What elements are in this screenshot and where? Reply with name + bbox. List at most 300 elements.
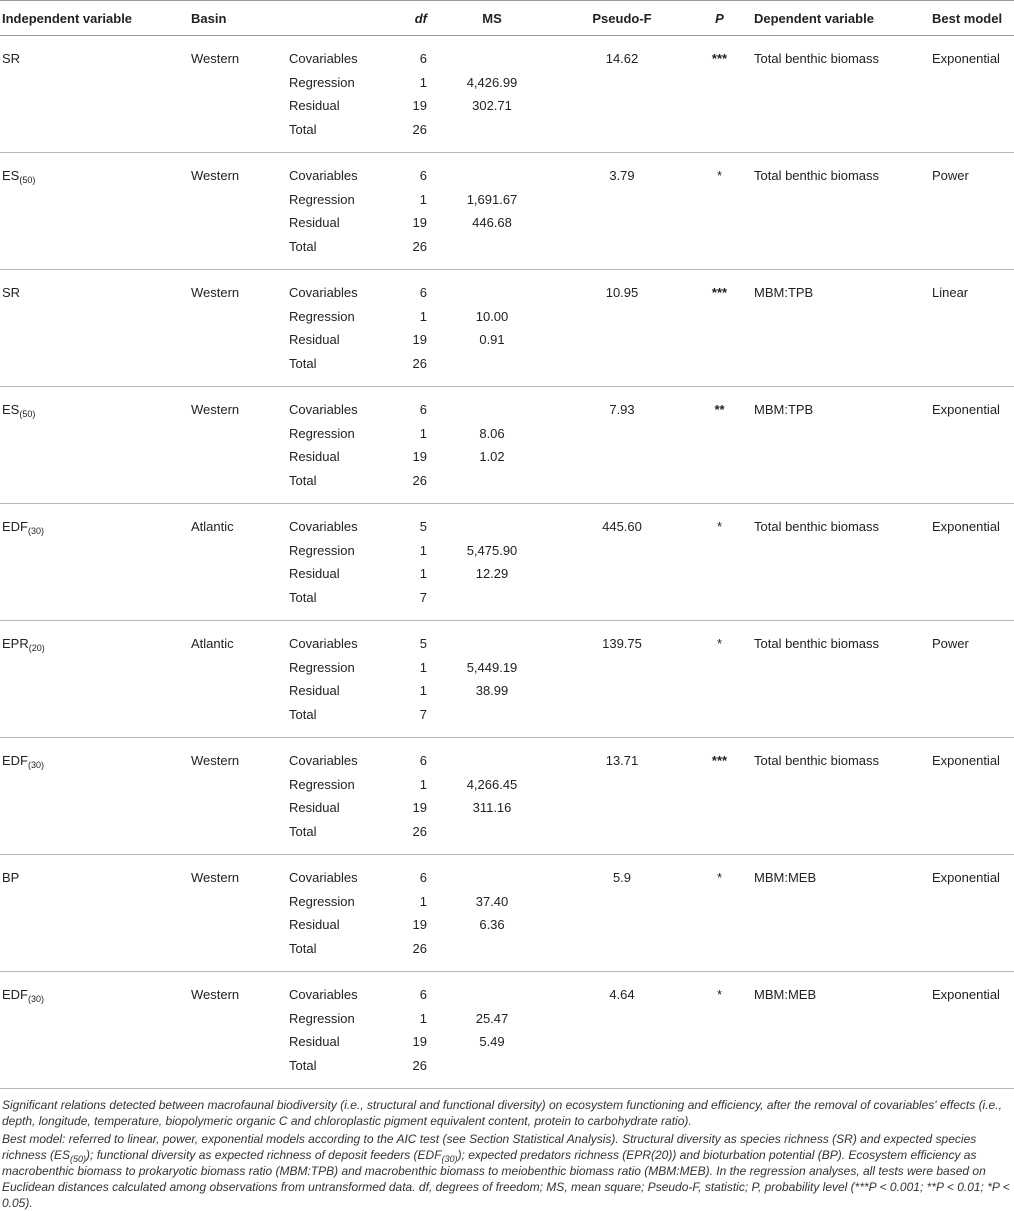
empty-cell: [687, 211, 752, 235]
empty-cell: [557, 703, 687, 738]
empty-cell: [557, 1054, 687, 1089]
df-cell: 19: [412, 800, 427, 816]
source-label-cell: Total: [287, 586, 385, 621]
independent-variable-cell: [0, 153, 189, 188]
ms-cell: 1.02: [479, 449, 505, 465]
empty-cell: [189, 188, 287, 212]
independent-variable-subscript: (20): [28, 643, 45, 654]
empty-cell: [557, 890, 687, 914]
independent-variable: EDF: [2, 987, 28, 1003]
table-row: [0, 562, 1014, 586]
df-cell: 19: [412, 215, 427, 231]
independent-variable-subscript: (50): [19, 175, 36, 186]
source-label-cell: Residual: [289, 566, 340, 582]
empty-cell: [0, 586, 189, 621]
empty-cell: [930, 188, 1014, 212]
ms-cell: [427, 118, 557, 153]
ms-cell: 0.91: [479, 332, 505, 348]
empty-cell: [930, 422, 1014, 446]
empty-cell: [687, 679, 752, 703]
source-label-cell: Total: [287, 235, 385, 270]
empty-cell: [557, 94, 687, 118]
empty-cell: [930, 586, 1014, 621]
source-label-cell: Total: [287, 1054, 385, 1089]
ms-cell: [427, 621, 557, 656]
df-cell: 26: [385, 352, 427, 387]
independent-variable: ES: [2, 402, 20, 418]
ms-cell: [427, 504, 557, 539]
empty-cell: [930, 937, 1014, 972]
header-basin: Basin: [189, 1, 287, 36]
empty-cell: [0, 773, 189, 797]
table-row: [0, 387, 1014, 422]
independent-variable-subscript: (50): [19, 409, 36, 420]
df-cell: 26: [385, 1054, 427, 1089]
empty-cell: [189, 118, 287, 153]
empty-cell: [557, 796, 687, 820]
empty-cell: [752, 539, 930, 563]
source-label-cell: Covariables: [289, 753, 358, 769]
independent-variable-cell: [0, 270, 189, 305]
independent-variable: ES: [2, 168, 20, 184]
table-row: [0, 1007, 1014, 1031]
empty-cell: [930, 890, 1014, 914]
empty-cell: [687, 305, 752, 329]
empty-cell: [0, 445, 189, 469]
table-row: [0, 621, 1014, 656]
empty-cell: [687, 1054, 752, 1089]
empty-cell: [687, 937, 752, 972]
empty-cell: [557, 422, 687, 446]
empty-cell: [557, 562, 687, 586]
empty-cell: [189, 94, 287, 118]
empty-cell: [557, 235, 687, 270]
pseudo-f-cell: 14.62: [605, 51, 639, 67]
empty-cell: [189, 352, 287, 387]
empty-cell: [189, 305, 287, 329]
empty-cell: [687, 656, 752, 680]
source-label-cell: Covariables: [289, 168, 358, 184]
independent-variable: SR: [2, 285, 21, 301]
empty-cell: [752, 679, 930, 703]
empty-cell: [0, 422, 189, 446]
footnote-2: Best model: referred to linear, power, exponential models according to the AIC test (see Section Statistical Analysis). Structural diversity as species richness (SR) and expected species richness $(ES_{(50)})$; functional diversity as expected richness of deposit feeders $(EDF_{(30)})$; expected predators richness (EPR(20)) and bioturbation potential (BP). Ecosystem efficiency as macrobenthic biomass to prokaryotic biomass ratio (MBM:TPB) and macrobenthic biomass to meiobenthic biomass ratio (MBM:MEB). In the regression analyses, all tests were based on Euclidean distances calculated among observations from untransformed data. df, degrees of freedom; MS, mean square; Pseudo-F, statistic; P, probability level (***P < 0.001; **P < 0.01; *P < 0.05).: [2, 1132, 1010, 1210]
empty-cell: [189, 890, 287, 914]
df-cell: 19: [412, 449, 427, 465]
basin-cell: Atlantic: [191, 519, 234, 535]
df-cell: 6: [419, 285, 427, 301]
source-label-cell: Residual: [289, 917, 340, 933]
best-model-cell: Exponential: [932, 870, 1000, 886]
source-label-cell: Regression: [289, 74, 355, 90]
empty-cell: [752, 235, 930, 270]
empty-cell: [189, 469, 287, 504]
empty-cell: [687, 773, 752, 797]
independent-variable-cell: [0, 972, 189, 1007]
empty-cell: [557, 679, 687, 703]
df-cell: 1: [419, 776, 427, 792]
empty-cell: [557, 118, 687, 153]
df-cell: 26: [385, 235, 427, 270]
empty-cell: [752, 562, 930, 586]
dependent-variable-cell: MBM:TPB: [754, 402, 814, 418]
empty-cell: [752, 445, 930, 469]
pseudo-f-cell: 5.9: [612, 870, 632, 886]
empty-cell: [189, 1030, 287, 1054]
empty-cell: [0, 94, 189, 118]
empty-cell: [0, 211, 189, 235]
basin-cell: Western: [191, 987, 240, 1003]
empty-cell: [687, 820, 752, 855]
p-value-cell: *: [716, 519, 723, 535]
empty-cell: [0, 188, 189, 212]
header-ms: MS: [427, 1, 557, 36]
empty-cell: [687, 422, 752, 446]
empty-cell: [930, 71, 1014, 95]
empty-cell: [687, 539, 752, 563]
ms-cell: 1,691.67: [466, 191, 518, 207]
source-label-cell: Residual: [289, 215, 340, 231]
empty-cell: [930, 913, 1014, 937]
header-spacer: [287, 1, 385, 36]
empty-cell: [557, 913, 687, 937]
empty-cell: [687, 796, 752, 820]
empty-cell: [557, 1030, 687, 1054]
source-label-cell: Covariables: [289, 402, 358, 418]
ms-cell: [427, 1054, 557, 1089]
empty-cell: [752, 328, 930, 352]
empty-cell: [189, 937, 287, 972]
p-value-cell: *: [716, 987, 723, 1003]
empty-cell: [752, 656, 930, 680]
pseudo-f-cell: 4.64: [609, 987, 635, 1003]
empty-cell: [752, 422, 930, 446]
header-independent-variable: Independent variable: [0, 1, 189, 36]
empty-cell: [930, 328, 1014, 352]
empty-cell: [189, 1054, 287, 1089]
empty-cell: [930, 305, 1014, 329]
source-label-cell: Residual: [289, 683, 340, 699]
empty-cell: [687, 94, 752, 118]
empty-cell: [930, 118, 1014, 153]
empty-cell: [752, 1007, 930, 1031]
empty-cell: [189, 562, 287, 586]
empty-cell: [0, 1007, 189, 1031]
table-row: [0, 703, 1014, 738]
df-cell: 1: [419, 566, 427, 582]
empty-cell: [557, 445, 687, 469]
basin-cell: Western: [191, 285, 240, 301]
empty-cell: [687, 235, 752, 270]
df-cell: 6: [419, 168, 427, 184]
empty-cell: [0, 1030, 189, 1054]
empty-cell: [557, 656, 687, 680]
empty-cell: [752, 703, 930, 738]
pseudo-f-cell: 13.71: [605, 753, 639, 769]
table-row: [0, 469, 1014, 504]
empty-cell: [687, 1007, 752, 1031]
independent-variable-cell: [0, 504, 189, 539]
df-cell: 26: [385, 820, 427, 855]
dependent-variable-cell: MBM:TPB: [754, 285, 814, 301]
source-label-cell: Regression: [289, 893, 355, 909]
independent-variable: EDF: [2, 753, 28, 769]
df-cell: 26: [385, 118, 427, 153]
empty-cell: [0, 352, 189, 387]
empty-cell: [0, 679, 189, 703]
table-row: [0, 656, 1014, 680]
df-cell: 1: [419, 308, 427, 324]
empty-cell: [189, 211, 287, 235]
empty-cell: [557, 211, 687, 235]
empty-cell: [0, 118, 189, 153]
empty-cell: [930, 352, 1014, 387]
source-label-cell: Covariables: [289, 987, 358, 1003]
df-cell: 1: [419, 74, 427, 90]
dependent-variable-cell: Total benthic biomass: [754, 636, 880, 652]
header-pseudo-f: Pseudo-F: [557, 1, 687, 36]
table-footnotes: [0, 1097, 1014, 1211]
source-label-cell: Residual: [289, 1034, 340, 1050]
table-row: [0, 328, 1014, 352]
empty-cell: [557, 469, 687, 504]
independent-variable: SR: [2, 51, 21, 67]
ms-cell: [427, 855, 557, 890]
empty-cell: [557, 539, 687, 563]
empty-cell: [557, 305, 687, 329]
dependent-variable-cell: Total benthic biomass: [754, 753, 880, 769]
table-row: [0, 504, 1014, 539]
ms-cell: 311.16: [472, 800, 512, 816]
header-p: P: [687, 1, 752, 36]
table-row: [0, 211, 1014, 235]
empty-cell: [930, 211, 1014, 235]
empty-cell: [687, 469, 752, 504]
ms-cell: 25.47: [475, 1010, 509, 1026]
empty-cell: [189, 586, 287, 621]
empty-cell: [687, 352, 752, 387]
empty-cell: [189, 773, 287, 797]
table-row: [0, 71, 1014, 95]
empty-cell: [0, 305, 189, 329]
dependent-variable-cell: Total benthic biomass: [754, 51, 880, 67]
header-row: [0, 1, 1014, 36]
empty-cell: [557, 188, 687, 212]
ms-cell: [427, 738, 557, 773]
empty-cell: [189, 679, 287, 703]
empty-cell: [189, 703, 287, 738]
empty-cell: [930, 773, 1014, 797]
df-cell: 7: [385, 586, 427, 621]
empty-cell: [189, 539, 287, 563]
empty-cell: [752, 796, 930, 820]
ms-cell: [427, 820, 557, 855]
source-label-cell: Regression: [289, 776, 355, 792]
ms-cell: 38.99: [475, 683, 509, 699]
table-row: [0, 1054, 1014, 1089]
empty-cell: [0, 890, 189, 914]
independent-variable-cell: [0, 387, 189, 422]
header-df: df: [385, 1, 427, 36]
basin-cell: Western: [191, 870, 240, 886]
source-label-cell: Regression: [289, 542, 355, 558]
df-cell: 19: [412, 917, 427, 933]
source-label-cell: Residual: [289, 332, 340, 348]
source-label-cell: Regression: [289, 659, 355, 675]
empty-cell: [557, 1007, 687, 1031]
p-value-cell: ***: [711, 753, 728, 769]
source-label-cell: Total: [287, 118, 385, 153]
p-value-cell: *: [716, 168, 723, 184]
table-row: [0, 188, 1014, 212]
independent-variable: BP: [2, 870, 20, 886]
source-label-cell: Total: [287, 937, 385, 972]
ms-cell: [427, 235, 557, 270]
df-cell: 26: [385, 469, 427, 504]
table-row: [0, 738, 1014, 773]
table-row: [0, 153, 1014, 188]
empty-cell: [0, 1054, 189, 1089]
empty-cell: [687, 188, 752, 212]
df-cell: 1: [419, 542, 427, 558]
empty-cell: [189, 1007, 287, 1031]
empty-cell: [0, 913, 189, 937]
ms-cell: 10.00: [475, 308, 509, 324]
source-label-cell: Covariables: [289, 870, 358, 886]
empty-cell: [0, 820, 189, 855]
empty-cell: [752, 211, 930, 235]
empty-cell: [930, 796, 1014, 820]
empty-cell: [930, 656, 1014, 680]
table-row: [0, 855, 1014, 890]
source-label-cell: Regression: [289, 308, 355, 324]
pseudo-f-cell: 139.75: [602, 636, 642, 652]
table-row: [0, 913, 1014, 937]
pseudo-f-cell: 10.95: [605, 285, 639, 301]
independent-variable-cell: [0, 36, 189, 71]
table-row: [0, 235, 1014, 270]
empty-cell: [752, 586, 930, 621]
source-label-cell: Regression: [289, 1010, 355, 1026]
empty-cell: [189, 71, 287, 95]
best-model-cell: Exponential: [932, 51, 1000, 67]
df-cell: 5: [419, 636, 427, 652]
empty-cell: [752, 118, 930, 153]
empty-cell: [752, 94, 930, 118]
empty-cell: [930, 820, 1014, 855]
empty-cell: [752, 890, 930, 914]
empty-cell: [752, 913, 930, 937]
source-label-cell: Covariables: [289, 285, 358, 301]
empty-cell: [189, 656, 287, 680]
source-label-cell: Residual: [289, 449, 340, 465]
table-row: [0, 679, 1014, 703]
table-row: [0, 352, 1014, 387]
empty-cell: [687, 890, 752, 914]
ms-cell: [427, 469, 557, 504]
empty-cell: [930, 235, 1014, 270]
table-row: [0, 422, 1014, 446]
pseudo-f-cell: 3.79: [609, 168, 635, 184]
p-value-cell: ***: [711, 285, 728, 301]
pseudo-f-cell: 445.60: [602, 519, 642, 535]
best-model-cell: Exponential: [932, 753, 1000, 769]
independent-variable-subscript: (30): [28, 760, 45, 771]
ms-cell: [427, 937, 557, 972]
ms-cell: [427, 972, 557, 1007]
empty-cell: [687, 118, 752, 153]
ms-cell: [427, 387, 557, 422]
source-label-cell: Total: [287, 352, 385, 387]
empty-cell: [752, 937, 930, 972]
source-label-cell: Total: [287, 703, 385, 738]
independent-variable-subscript: (30): [28, 994, 45, 1005]
empty-cell: [930, 539, 1014, 563]
df-cell: 26: [385, 937, 427, 972]
p-value-cell: *: [716, 870, 723, 886]
empty-cell: [930, 1030, 1014, 1054]
empty-cell: [189, 820, 287, 855]
independent-variable: EDF: [2, 519, 28, 535]
table-row: [0, 539, 1014, 563]
empty-cell: [930, 679, 1014, 703]
empty-cell: [752, 1054, 930, 1089]
df-cell: 1: [419, 683, 427, 699]
empty-cell: [930, 562, 1014, 586]
best-model-cell: Power: [932, 636, 969, 652]
df-cell: 5: [419, 519, 427, 535]
p-value-cell: *: [716, 636, 723, 652]
empty-cell: [0, 469, 189, 504]
empty-cell: [930, 445, 1014, 469]
table-row: [0, 773, 1014, 797]
df-cell: 1: [419, 893, 427, 909]
df-cell: 19: [412, 1034, 427, 1050]
df-cell: 7: [385, 703, 427, 738]
source-label-cell: Regression: [289, 425, 355, 441]
df-cell: 6: [419, 51, 427, 67]
empty-cell: [189, 422, 287, 446]
empty-cell: [687, 562, 752, 586]
best-model-cell: Exponential: [932, 519, 1000, 535]
best-model-cell: Linear: [932, 285, 969, 301]
pseudo-f-cell: 7.93: [609, 402, 635, 418]
empty-cell: [687, 328, 752, 352]
df-cell: 1: [419, 659, 427, 675]
empty-cell: [752, 305, 930, 329]
empty-cell: [0, 71, 189, 95]
source-label-cell: Covariables: [289, 636, 358, 652]
ms-cell: 5.49: [479, 1034, 505, 1050]
ms-cell: [427, 586, 557, 621]
independent-variable: EPR: [2, 636, 29, 652]
empty-cell: [0, 539, 189, 563]
ms-cell: 4,266.45: [466, 776, 518, 792]
dependent-variable-cell: Total benthic biomass: [754, 519, 880, 535]
source-label-cell: Total: [287, 820, 385, 855]
df-cell: 6: [419, 870, 427, 886]
df-cell: 6: [419, 753, 427, 769]
df-cell: 1: [419, 1010, 427, 1026]
empty-cell: [0, 703, 189, 738]
table-row: [0, 36, 1014, 71]
empty-cell: [752, 469, 930, 504]
empty-cell: [557, 820, 687, 855]
independent-variable-cell: [0, 855, 189, 890]
df-cell: 1: [419, 191, 427, 207]
empty-cell: [0, 796, 189, 820]
empty-cell: [189, 445, 287, 469]
